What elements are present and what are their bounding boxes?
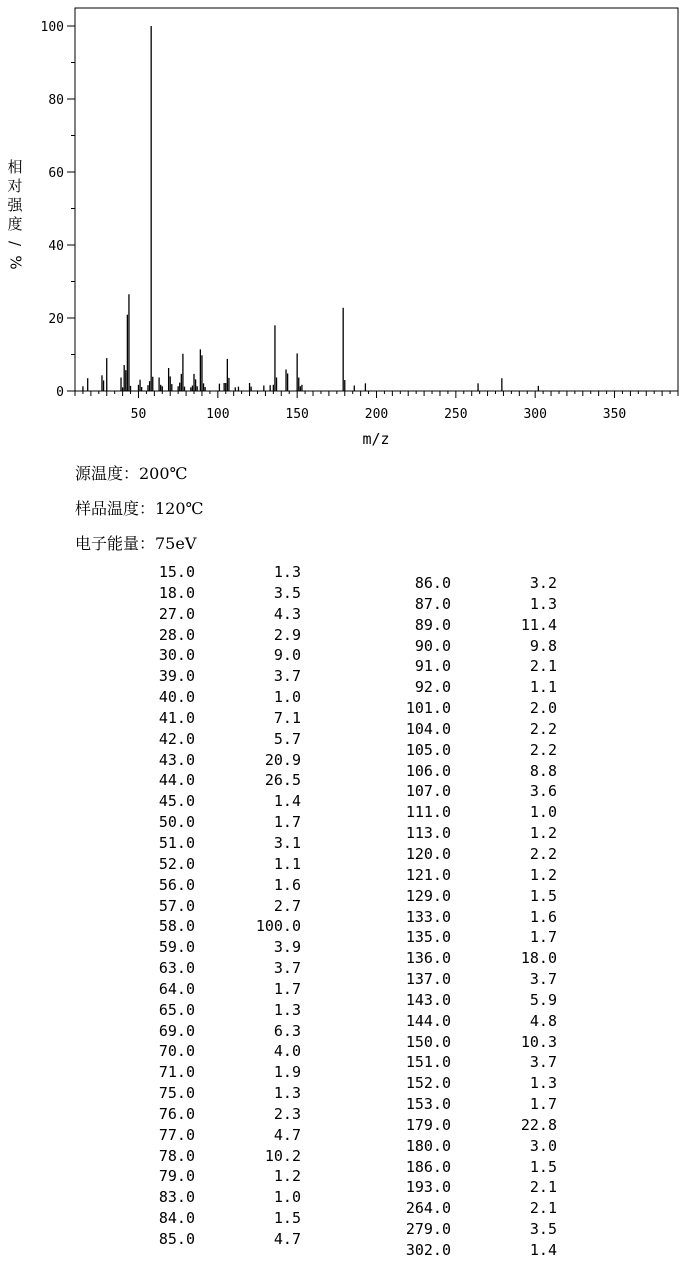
abundance-value: 1.2	[529, 865, 557, 884]
abundance-value: 2.3	[273, 1104, 301, 1123]
mz-value: 186.0	[405, 1157, 451, 1176]
abundance-value: 2.2	[529, 844, 557, 863]
mz-value: 41.0	[158, 708, 195, 727]
mz-value: 91.0	[414, 657, 451, 676]
table-row	[405, 969, 565, 990]
abundance-value: 3.7	[273, 959, 301, 978]
mz-value: 133.0	[405, 907, 451, 926]
mz-value: 58.0	[158, 917, 195, 936]
table-row	[405, 990, 565, 1011]
mz-value: 28.0	[158, 625, 195, 644]
abundance-value: 1.0	[273, 1188, 301, 1207]
abundance-value: 1.7	[273, 813, 301, 832]
table-row	[405, 948, 565, 969]
table-row	[405, 1115, 565, 1136]
mz-value: 30.0	[158, 646, 195, 665]
abundance-value: 1.3	[529, 594, 557, 613]
x-tick-label: 100	[206, 407, 230, 422]
table-row	[405, 886, 565, 907]
abundance-value: 2.1	[529, 1199, 557, 1218]
abundance-value: 4.7	[273, 1125, 301, 1144]
table-row	[405, 907, 565, 928]
table-row	[405, 656, 565, 677]
table-row	[405, 1240, 565, 1261]
mz-value: 64.0	[158, 979, 195, 998]
mz-value: 136.0	[405, 949, 451, 968]
mz-value: 264.0	[405, 1199, 451, 1218]
abundance-value: 4.3	[273, 604, 301, 623]
plot-frame	[75, 8, 678, 391]
mz-value: 150.0	[405, 1032, 451, 1051]
abundance-value: 4.7	[273, 1230, 301, 1248]
table-row	[405, 636, 565, 657]
mz-value: 39.0	[158, 667, 195, 686]
abundance-value: 1.6	[529, 907, 557, 926]
abundance-value: 4.0	[273, 1042, 301, 1061]
abundance-value: 1.3	[273, 563, 301, 581]
y-tick-label: 80	[48, 93, 64, 108]
table-row	[149, 645, 309, 666]
mz-value: 84.0	[158, 1209, 195, 1228]
table-row	[405, 823, 565, 844]
table-row	[149, 750, 309, 771]
abundance-value: 2.7	[273, 896, 301, 915]
abundance-value: 5.7	[273, 729, 301, 748]
table-row	[149, 604, 309, 625]
mz-value: 52.0	[158, 854, 195, 873]
abundance-value: 2.1	[529, 1178, 557, 1197]
mz-value: 76.0	[158, 1104, 195, 1123]
y-tick-label: 40	[48, 239, 64, 254]
table-row	[405, 1073, 565, 1094]
abundance-value: 1.1	[529, 678, 557, 697]
table-row	[149, 729, 309, 750]
mz-value: 69.0	[158, 1021, 195, 1040]
mz-value: 65.0	[158, 1000, 195, 1019]
y-tick-label: 60	[48, 166, 64, 181]
peak-table-left	[149, 562, 309, 1250]
mz-value: 51.0	[158, 833, 195, 852]
abundance-value: 18.0	[520, 949, 557, 968]
mz-value: 59.0	[158, 938, 195, 957]
abundance-value: 10.2	[264, 1146, 301, 1165]
abundance-value: 3.7	[529, 1053, 557, 1072]
table-row	[149, 958, 309, 979]
x-tick-label: 350	[602, 407, 627, 422]
mz-value: 63.0	[158, 959, 195, 978]
mz-value: 87.0	[414, 594, 451, 613]
mz-value: 121.0	[405, 865, 451, 884]
abundance-value: 1.0	[529, 803, 557, 822]
table-row	[405, 1136, 565, 1157]
table-row	[405, 1177, 565, 1198]
y-axis-label-char: 对	[7, 177, 23, 195]
table-row	[149, 937, 309, 958]
mz-value: 179.0	[405, 1115, 451, 1134]
mz-value: 153.0	[405, 1095, 451, 1114]
mass-spectrum-chart	[0, 0, 680, 450]
abundance-value: 10.3	[520, 1032, 557, 1051]
abundance-value: 1.4	[273, 792, 301, 811]
abundance-value: 1.5	[273, 1209, 301, 1228]
mz-value: 45.0	[158, 792, 195, 811]
table-row	[405, 615, 565, 636]
abundance-value: 1.3	[273, 1084, 301, 1103]
abundance-value: 3.0	[529, 1136, 557, 1155]
table-row	[405, 1032, 565, 1053]
abundance-value: 1.0	[273, 688, 301, 707]
table-row	[405, 781, 565, 802]
abundance-value: 6.3	[273, 1021, 301, 1040]
table-row	[149, 916, 309, 937]
abundance-value: 3.7	[529, 970, 557, 989]
table-row	[405, 802, 565, 823]
y-axis-label-char: 相	[7, 158, 23, 176]
mz-value: 180.0	[405, 1136, 451, 1155]
table-row	[149, 708, 309, 729]
mz-value: 77.0	[158, 1125, 195, 1144]
mz-value: 302.0	[405, 1241, 451, 1259]
table-row	[149, 1000, 309, 1021]
table-row	[149, 687, 309, 708]
abundance-value: 1.5	[529, 886, 557, 905]
table-row	[149, 812, 309, 833]
mz-value: 42.0	[158, 729, 195, 748]
table-row	[149, 1125, 309, 1146]
table-row	[149, 1021, 309, 1042]
abundance-value: 3.7	[273, 667, 301, 686]
abundance-value: 1.7	[529, 928, 557, 947]
abundance-value: 3.5	[273, 583, 301, 602]
mz-value: 70.0	[158, 1042, 195, 1061]
mz-value: 18.0	[158, 583, 195, 602]
abundance-value: 1.2	[273, 1167, 301, 1186]
mz-value: 79.0	[158, 1167, 195, 1186]
table-row	[405, 1157, 565, 1178]
table-row	[149, 1208, 309, 1229]
abundance-value: 9.8	[529, 636, 557, 655]
table-row	[149, 1146, 309, 1167]
table-row	[149, 1062, 309, 1083]
electron-energy: 电子能量：75eV	[75, 534, 197, 553]
mz-value: 40.0	[158, 688, 195, 707]
table-row	[149, 583, 309, 604]
mz-value: 137.0	[405, 970, 451, 989]
table-row	[149, 1083, 309, 1104]
table-row	[405, 1219, 565, 1240]
mz-value: 44.0	[158, 771, 195, 790]
table-row	[405, 844, 565, 865]
table-row	[149, 896, 309, 917]
x-tick-label: 300	[523, 407, 547, 422]
mz-value: 151.0	[405, 1053, 451, 1072]
abundance-value: 1.3	[529, 1074, 557, 1093]
x-tick-label: 250	[444, 407, 468, 422]
table-row	[405, 677, 565, 698]
x-axis-label: m/z	[362, 430, 390, 448]
y-axis-label-char: /	[6, 240, 25, 247]
abundance-value: 1.9	[273, 1063, 301, 1082]
mz-value: 135.0	[405, 928, 451, 947]
abundance-value: 3.5	[529, 1220, 557, 1239]
mz-value: 106.0	[405, 761, 451, 780]
mz-value: 56.0	[158, 875, 195, 894]
abundance-value: 3.2	[529, 574, 557, 592]
table-row	[405, 865, 565, 886]
mz-value: 57.0	[158, 896, 195, 915]
table-row	[405, 1198, 565, 1219]
sample-temperature: 样品温度：120℃	[75, 499, 204, 518]
mz-value: 129.0	[405, 886, 451, 905]
abundance-value: 1.7	[273, 979, 301, 998]
mz-value: 152.0	[405, 1074, 451, 1093]
abundance-value: 2.2	[529, 740, 557, 759]
table-row	[149, 791, 309, 812]
x-tick-label: 50	[130, 407, 147, 422]
abundance-value: 2.1	[529, 657, 557, 676]
table-row	[149, 1229, 309, 1250]
abundance-value: 2.9	[273, 625, 301, 644]
abundance-value: 1.3	[273, 1000, 301, 1019]
y-axis-label	[4, 158, 26, 272]
table-row	[149, 1166, 309, 1187]
mz-value: 279.0	[405, 1220, 451, 1239]
mz-value: 78.0	[158, 1146, 195, 1165]
mz-value: 111.0	[405, 803, 451, 822]
abundance-value: 1.4	[529, 1241, 557, 1259]
mz-value: 120.0	[405, 844, 451, 863]
table-row	[149, 979, 309, 1000]
mz-value: 71.0	[158, 1063, 195, 1082]
y-axis	[41, 20, 75, 400]
mz-value: 101.0	[405, 699, 451, 718]
abundance-value: 20.9	[264, 750, 301, 769]
mz-value: 85.0	[158, 1230, 195, 1248]
x-tick-label: 150	[285, 407, 309, 422]
mz-value: 50.0	[158, 813, 195, 832]
table-row	[149, 854, 309, 875]
abundance-value: 100.0	[255, 917, 301, 936]
abundance-value: 22.8	[520, 1115, 557, 1134]
table-row	[405, 740, 565, 761]
table-row	[405, 573, 565, 594]
source-temperature: 源温度：200℃	[75, 464, 188, 483]
abundance-value: 1.7	[529, 1095, 557, 1114]
mz-value: 89.0	[414, 615, 451, 634]
table-row	[149, 875, 309, 896]
mz-value: 83.0	[158, 1188, 195, 1207]
abundance-value: 1.5	[529, 1157, 557, 1176]
table-row	[149, 562, 309, 583]
abundance-value: 5.9	[529, 990, 557, 1009]
y-axis-label-char: %	[6, 255, 25, 270]
x-axis	[75, 391, 678, 422]
table-row	[149, 1041, 309, 1062]
table-row	[149, 770, 309, 791]
table-row	[405, 927, 565, 948]
y-tick-label: 20	[48, 312, 64, 327]
mz-value: 27.0	[158, 604, 195, 623]
abundance-value: 11.4	[520, 615, 557, 634]
table-row	[149, 833, 309, 854]
mz-value: 105.0	[405, 740, 451, 759]
abundance-value: 7.1	[273, 708, 301, 727]
table-row	[405, 1094, 565, 1115]
abundance-value: 4.8	[529, 1011, 557, 1030]
abundance-value: 26.5	[264, 771, 301, 790]
table-row	[405, 1052, 565, 1073]
mz-value: 86.0	[414, 574, 451, 592]
mz-value: 144.0	[405, 1011, 451, 1030]
peak-series	[83, 26, 538, 391]
mz-value: 113.0	[405, 824, 451, 843]
table-row	[405, 719, 565, 740]
abundance-value: 8.8	[529, 761, 557, 780]
mz-value: 90.0	[414, 636, 451, 655]
table-row	[405, 761, 565, 782]
mz-value: 43.0	[158, 750, 195, 769]
y-axis-label-char: 度	[7, 215, 23, 233]
mz-value: 143.0	[405, 990, 451, 1009]
table-row	[149, 1187, 309, 1208]
abundance-value: 3.1	[273, 833, 301, 852]
table-row	[405, 1011, 565, 1032]
mz-value: 104.0	[405, 719, 451, 738]
abundance-value: 3.6	[529, 782, 557, 801]
mz-value: 15.0	[158, 563, 195, 581]
abundance-value: 1.2	[529, 824, 557, 843]
mz-value: 75.0	[158, 1084, 195, 1103]
y-axis-label-char: 强	[7, 196, 23, 214]
abundance-value: 2.0	[529, 699, 557, 718]
table-row	[149, 1104, 309, 1125]
abundance-value: 3.9	[273, 938, 301, 957]
mz-value: 92.0	[414, 678, 451, 697]
table-row	[405, 698, 565, 719]
y-tick-label: 0	[56, 385, 64, 400]
abundance-value: 2.2	[529, 719, 557, 738]
abundance-value: 1.1	[273, 854, 301, 873]
abundance-value: 9.0	[273, 646, 301, 665]
peak-table-right	[405, 573, 565, 1261]
table-row	[149, 625, 309, 646]
table-row	[149, 666, 309, 687]
table-row	[405, 594, 565, 615]
mz-value: 107.0	[405, 782, 451, 801]
y-tick-label: 100	[40, 20, 64, 35]
x-tick-label: 200	[364, 407, 389, 422]
mz-value: 193.0	[405, 1178, 451, 1197]
abundance-value: 1.6	[273, 875, 301, 894]
